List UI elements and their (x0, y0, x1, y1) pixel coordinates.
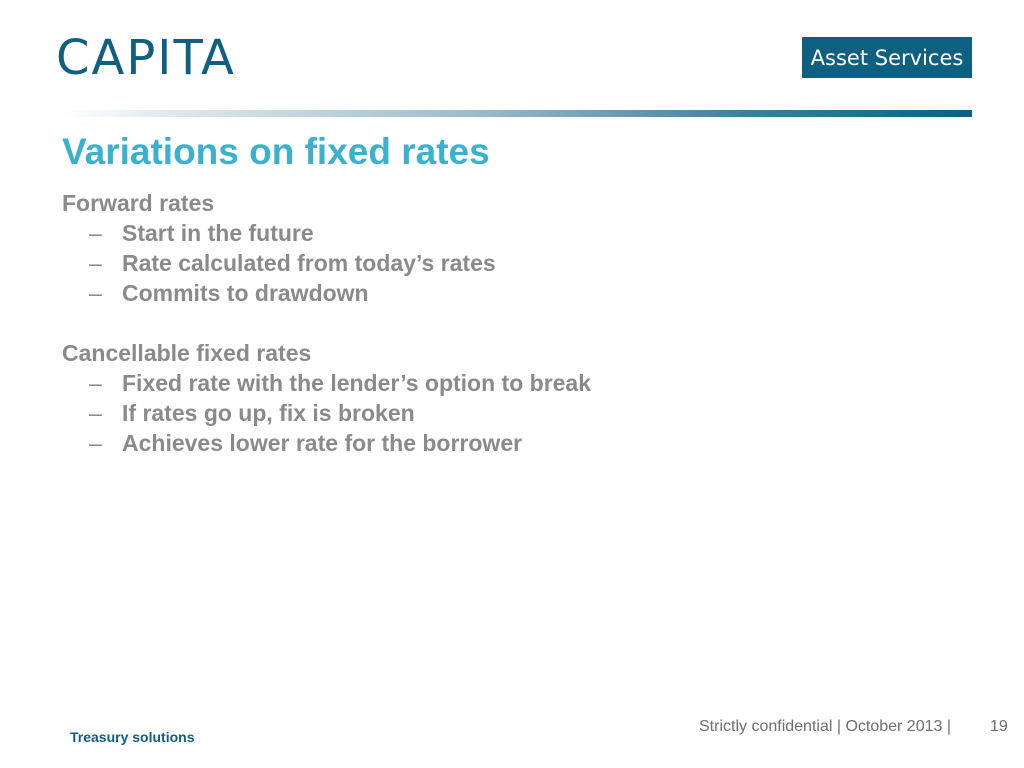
bullet-dash: – (89, 430, 102, 456)
bullet-list (62, 218, 962, 308)
section-spacer (62, 308, 962, 338)
bullet-text: Achieves lower rate for the borrower (122, 430, 523, 456)
bullet-text: Start in the future (122, 220, 314, 246)
section-heading: Forward rates (62, 190, 215, 216)
section-heading: Cancellable fixed rates (62, 340, 312, 366)
asset-services-badge: Asset Services (802, 37, 972, 78)
bullet-text: Commits to drawdown (122, 280, 369, 306)
bullet-dash: – (89, 400, 102, 426)
footer-department: Treasury solutions (70, 729, 195, 745)
footer-confidential-date: Strictly confidential | October 2013 | (699, 718, 951, 735)
capita-logo: CAPITA (56, 30, 236, 86)
list-item (62, 398, 962, 428)
bullet-list (62, 368, 962, 458)
section-forward-rates (62, 188, 962, 308)
bullet-text: Rate calculated from today’s rates (122, 250, 496, 276)
bullet-dash: – (89, 250, 102, 276)
section-cancellable-fixed-rates (62, 338, 962, 458)
slide-content (62, 188, 962, 458)
list-item (62, 248, 962, 278)
header-divider (62, 110, 972, 117)
list-item (62, 218, 962, 248)
list-item (62, 368, 962, 398)
bullet-text: If rates go up, fix is broken (122, 400, 415, 426)
bullet-dash: – (89, 220, 102, 246)
slide-title: Variations on fixed rates (62, 131, 490, 172)
bullet-dash: – (89, 370, 102, 396)
bullet-dash: – (89, 280, 102, 306)
bullet-text: Fixed rate with the lender’s option to break (122, 370, 592, 396)
list-item (62, 278, 962, 308)
page-number: 19 (990, 718, 1008, 735)
list-item (62, 428, 962, 458)
